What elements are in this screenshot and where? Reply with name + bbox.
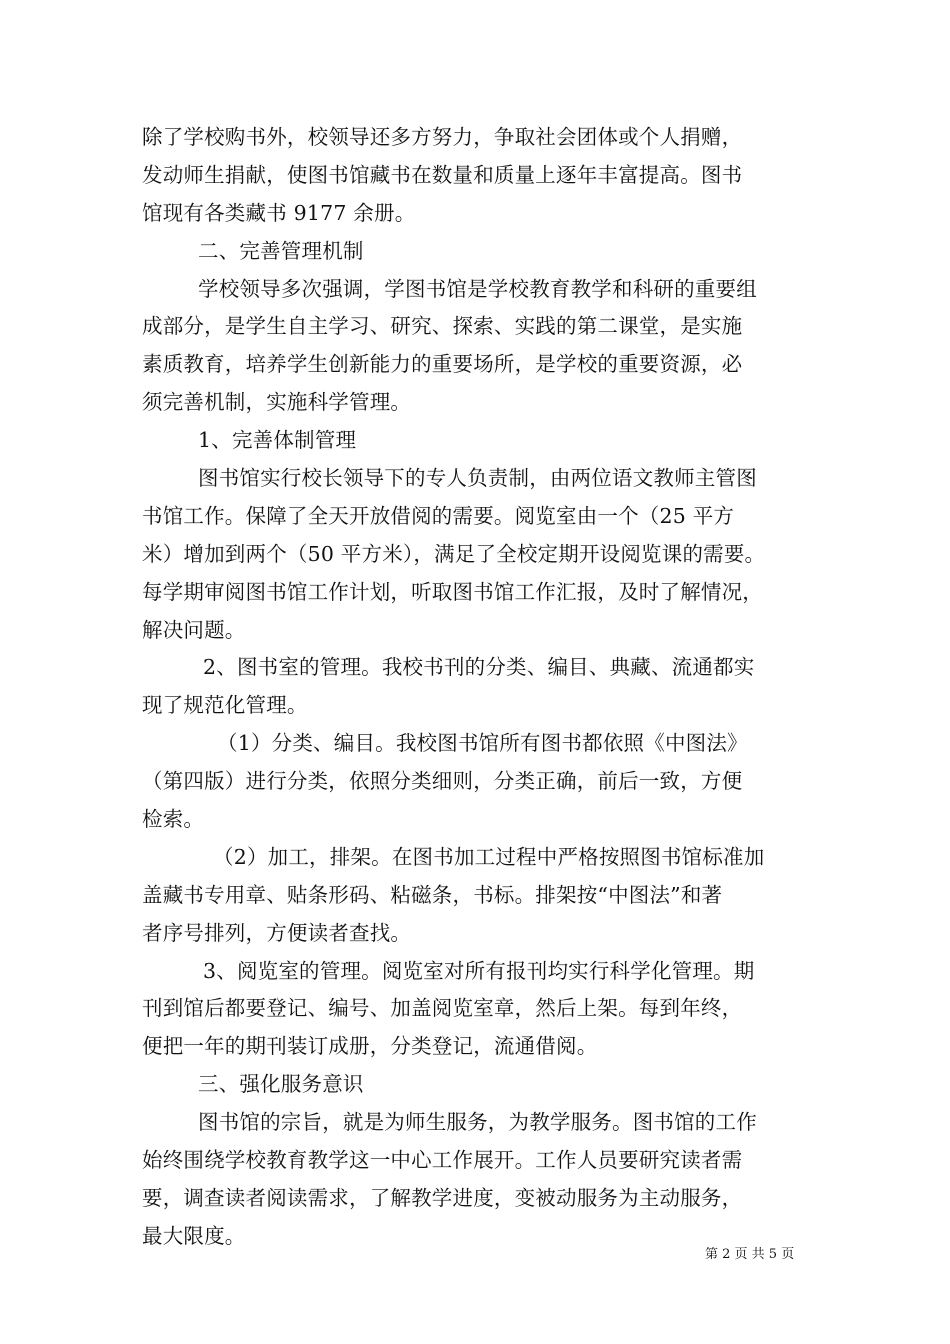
body-line-27: 图书馆的宗旨，就是为师生服务，为教学服务。图书馆的工作 <box>198 1110 757 1135</box>
body-line-18: （第四版）进行分类，依照分类细则，分类正确，前后一致，方便 <box>142 769 743 794</box>
body-line-28: 始终围绕学校教育教学这一中心工作展开。工作人员要研究读者需 <box>142 1148 743 1173</box>
body-line-7: 素质教育，培养学生创新能力的重要场所，是学校的重要资源，必 <box>142 352 743 377</box>
body-line-3: 馆现有各类藏书 9177 余册。 <box>142 200 416 225</box>
body-line-23: 3、阅览室的管理。阅览室对所有报刊均实行科学化管理。期 <box>203 958 755 983</box>
section-heading-3: 三、强化服务意识 <box>198 1072 364 1097</box>
body-line-8: 须完善机制，实施科学管理。 <box>142 390 412 415</box>
body-line-5: 学校领导多次强调，学图书馆是学校教育教学和科研的重要组 <box>198 276 757 301</box>
body-line-29: 要，调查读者阅读需求，了解教学进度，变被动服务为主动服务， <box>142 1185 743 1210</box>
body-line-13: 每学期审阅图书馆工作计划，听取图书馆工作汇报，及时了解情况， <box>142 579 763 604</box>
document-body <box>142 119 812 1256</box>
body-line-2: 发动师生捐献，使图书馆藏书在数量和质量上逐年丰富提高。图书 <box>142 162 743 187</box>
body-line-30: 最大限度。 <box>142 1223 246 1248</box>
body-line-17: （1）分类、编目。我校图书馆所有图书都依照《中图法》 <box>217 731 748 756</box>
page-number-footer: 第 2 页 共 5 页 <box>705 1247 795 1262</box>
body-line-1: 除了学校购书外，校领导还多方努力，争取社会团体或个人捐赠， <box>142 125 743 149</box>
body-line-14: 解决问题。 <box>142 617 246 642</box>
body-line-16: 现了规范化管理。 <box>142 693 308 718</box>
body-line-22: 者序号排列，方便读者查找。 <box>142 920 412 945</box>
body-line-20: （2）加工，排架。在图书加工过程中严格按照图书馆标准加 <box>213 844 765 869</box>
subsection-heading-1: 1、完善体制管理 <box>198 428 357 453</box>
body-line-10: 图书馆实行校长领导下的专人负责制，由两位语文教师主管图 <box>198 466 757 491</box>
body-line-6: 成部分，是学生自主学习、研究、探索、实践的第二课堂，是实施 <box>142 314 743 339</box>
body-line-24: 刊到馆后都要登记、编号、加盖阅览室章，然后上架。每到年终， <box>142 996 743 1021</box>
body-line-19: 检索。 <box>142 807 205 832</box>
body-line-11: 书馆工作。保障了全天开放借阅的需要。阅览室由一个（25 平方 <box>142 503 735 528</box>
body-line-21: 盖藏书专用章、贴条形码、粘磁条，书标。排架按“中图法”和著 <box>142 882 723 907</box>
body-line-25: 便把一年的期刊装订成册，分类登记，流通借阅。 <box>142 1034 598 1059</box>
body-line-15: 2、图书室的管理。我校书刊的分类、编目、典藏、流通都实 <box>203 655 755 680</box>
section-heading-2: 二、完善管理机制 <box>198 238 364 263</box>
body-line-12: 米）增加到两个（50 平方米），满足了全校定期开设阅览课的需要。 <box>142 541 766 566</box>
